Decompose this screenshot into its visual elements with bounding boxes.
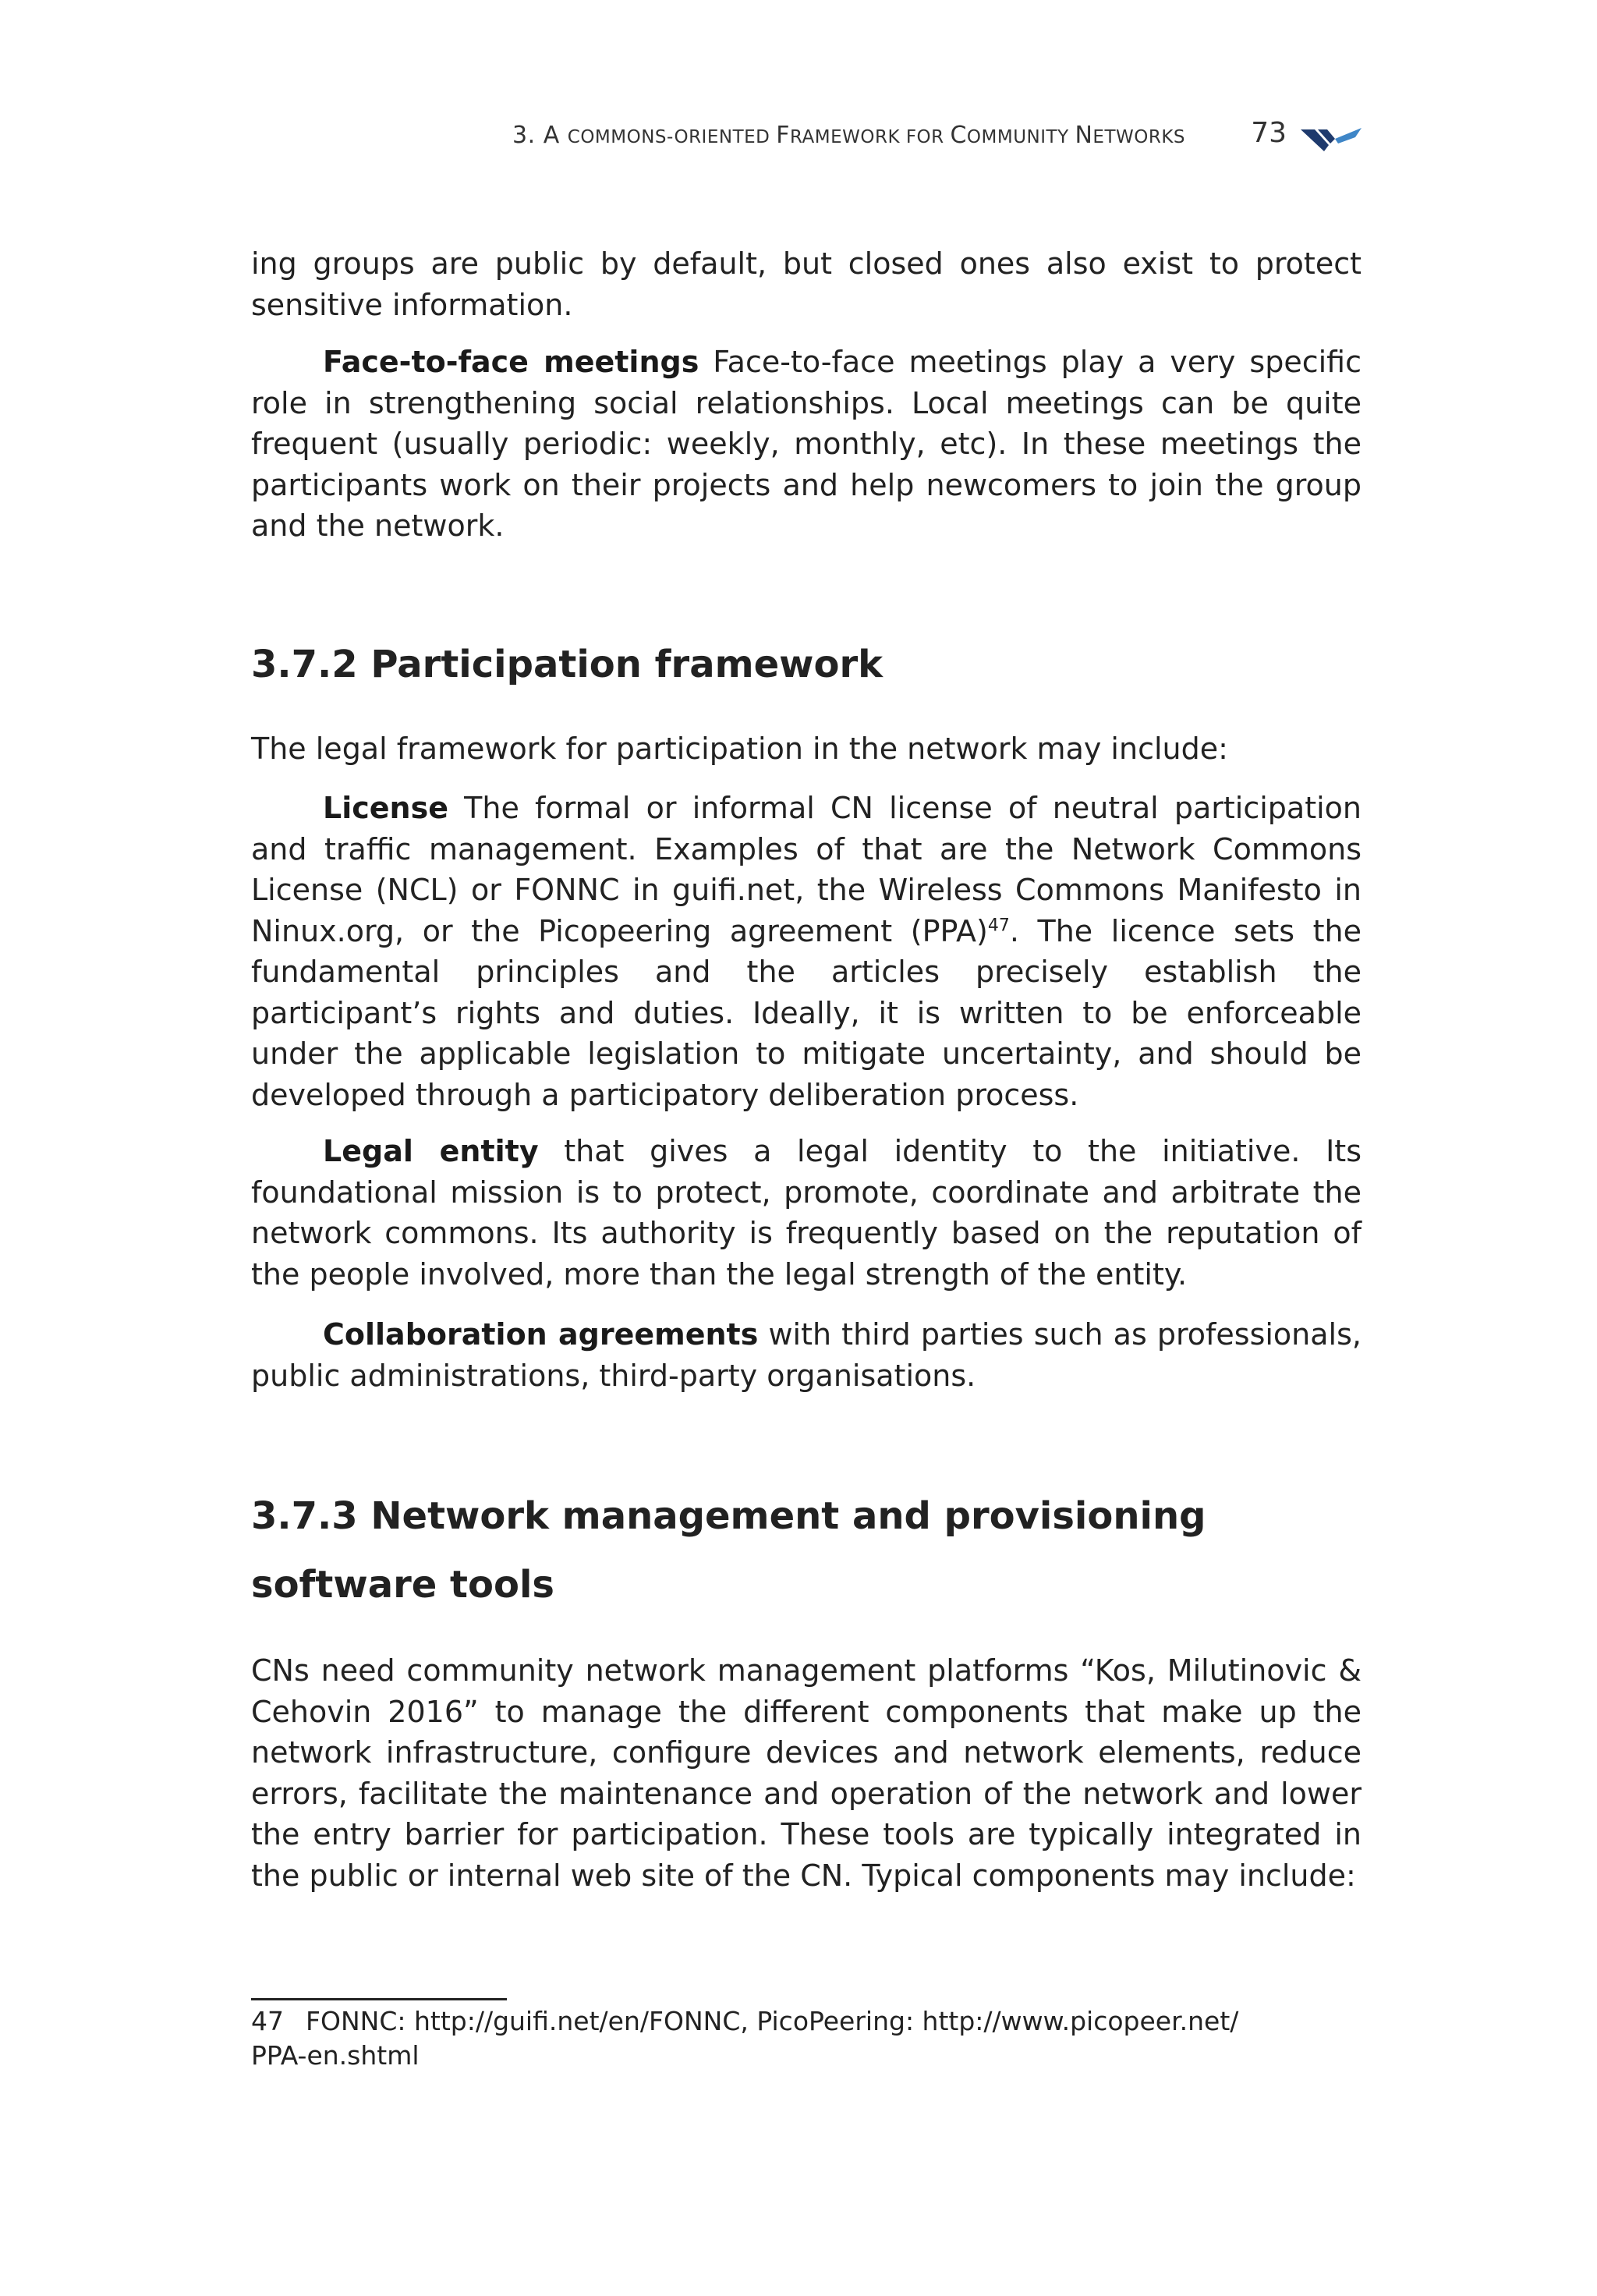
section-heading-network-tools — [251, 1482, 1362, 1619]
running-title-capital: F — [776, 122, 790, 149]
section-heading-participation — [251, 630, 1362, 699]
paragraph-text: The legal framework for participation in the network may include: — [251, 732, 1228, 766]
running-title-smallcaps: RAMEWORK FOR — [789, 127, 951, 147]
paragraph-text: ing groups are public by default, but closed ones also exist to protect sensitive information. — [251, 246, 1362, 322]
section-heading: 3.7.2 Participation framework — [251, 643, 883, 686]
running-title-capital: 3. A — [512, 122, 568, 149]
running-title-capital: C — [950, 122, 967, 149]
run-in-term: License — [323, 791, 448, 825]
paragraph-management-platforms — [251, 1650, 1362, 1896]
paragraph-collaboration — [251, 1314, 1362, 1396]
paragraph-text — [251, 1314, 1362, 1396]
logo-light-chevron — [1335, 128, 1362, 144]
footnote-text-line2[interactable]: PPA-en.shtml — [251, 2040, 420, 2071]
running-header — [251, 117, 1362, 161]
run-in-term: Collaboration agreements — [323, 1317, 759, 1352]
paragraph-intro-legal — [251, 728, 1362, 770]
paragraph-license — [251, 788, 1362, 1115]
paragraph-body: The formal or informal CN license of neutral participation and traffic management. Examples of that are the Network Commons License (NCL) or FONNC in guifi.net, the Wireless Commons Manifesto in Ninux.org, or the Picopeering agreement (PPA) — [251, 791, 1362, 948]
running-title — [512, 122, 1185, 149]
footnote-text-line1[interactable]: FONNC: http://guifi.net/en/FONNC, PicoPeering: http://www.picopeer.net/ — [306, 2006, 1239, 2036]
paragraph-body-cont: . The licence sets the fundamental principles and the articles precisely establish the participant’s rights and duties. Ideally, it is written to be enforceable under the applicable legislation to mitigate uncertainty, and should be developed through a participatory deliberation process. — [251, 913, 1362, 1112]
running-title-smallcaps: OMMUNITY — [966, 127, 1075, 147]
paragraph-text: CNs need community network management platforms “Kos, Milutinovic & Cehovin 2016” to manage the different components that make up the network infrastructure, configure devices and network elements, reduce errors, facilitate the maintenance and operation of the network and lower the entry barrier for participation. These tools are typically integrated in the public or internal web site of the CN. Typical components may include: — [251, 1653, 1362, 1893]
run-in-term: Face-to-face meetings — [323, 345, 699, 379]
running-title-smallcaps: ETWORKS — [1092, 127, 1185, 147]
footnote-divider — [251, 1998, 507, 2000]
running-title-smallcaps: COMMONS-ORIENTED — [567, 127, 777, 147]
paragraph-text — [251, 342, 1362, 547]
footnote-reference[interactable]: 47 — [987, 915, 1010, 935]
footnote — [251, 2004, 1362, 2073]
paragraph-text — [251, 1131, 1362, 1295]
paragraph-continuation — [251, 243, 1362, 325]
running-title-capital: N — [1075, 122, 1093, 149]
publisher-chevron-logo-icon — [1301, 126, 1362, 151]
paragraph-body: with third parties such as professionals, public administrations, third-party organisations. — [251, 1317, 1362, 1393]
page-number: 73 — [1251, 117, 1287, 149]
section-heading: 3.7.3 Network management and provisioning software tools — [251, 1494, 1206, 1607]
paragraph-body: that gives a legal identity to the initiative. Its foundational mission is to protect, promote, coordinate and arbitrate the network commons. Its authority is frequently based on the reputation of the people involved, more than the legal strength of the entity. — [251, 1134, 1362, 1292]
paragraph-legal-entity — [251, 1131, 1362, 1295]
run-in-term: Legal entity — [323, 1134, 539, 1168]
footnote-number: 47 — [251, 2006, 284, 2036]
paragraph-face-to-face — [251, 342, 1362, 547]
paragraph-text — [251, 788, 1362, 1115]
paragraph-body: Face-to-face meetings play a very specific role in strengthening social relationships. Local meetings can be quite frequent (usually periodic: weekly, monthly, etc). In these meetings the participants work on their projects and help newcomers to join the group and the network. — [251, 345, 1362, 543]
